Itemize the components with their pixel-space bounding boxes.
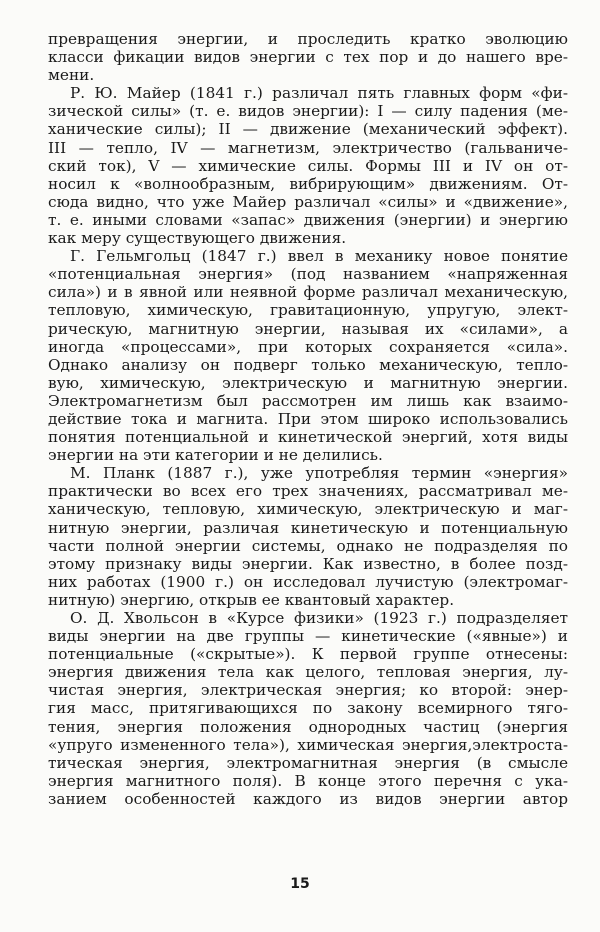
text-line: гия масс, притягивающихся по закону всемирного тяго- xyxy=(48,699,568,718)
text-line: зической силы» (т. е. видов энергии): I — силу падения (ме- xyxy=(48,102,568,121)
text-line: Однако анализу он подверг только механическую, тепло- xyxy=(48,355,568,374)
text-line: III — тепло, IV — магнетизм, электричество (гальваниче- xyxy=(48,138,568,157)
text-line: нитную) энергию, открыв ее квантовый характер. xyxy=(48,590,455,609)
text-line: Электромагнетизм был рассмотрен им лишь как взаимо- xyxy=(48,391,568,410)
text-line: энергия движения тела как целого, тепловая энергия, лу- xyxy=(48,663,568,682)
text-line: энергия магнитного поля). В конце этого перечня с ука- xyxy=(48,771,568,790)
text-line: тения, энергия положения однородных частиц (энергия xyxy=(48,717,568,736)
text-line: действие тока и магнита. При этом широко использовались xyxy=(48,409,568,428)
text-line: носил к «волнообразным, вибрирующим» движениям. От- xyxy=(48,174,568,193)
text-line: Г. Гельмгольц (1847 г.) ввел в механику новое понятие xyxy=(70,247,568,266)
text-line: ханические силы); II — движение (механический эффект). xyxy=(48,120,568,139)
text-line: нитную энергии, различая кинетическую и потенциальную xyxy=(48,518,568,537)
text-line: рическую, магнитную энергии, называя их «силами», а xyxy=(48,319,568,338)
text-line: энергии на эти категории и не делились. xyxy=(48,446,383,465)
text-line: М. Планк (1887 г.), уже употребляя термин «энергия» xyxy=(70,464,568,483)
text-line: «потенциальная энергия» (под названием «напряженная xyxy=(48,265,568,284)
text-line: части полной энергии системы, однако не подразделяя по xyxy=(48,536,568,555)
text-line: ханическую, тепловую, химическую, электрическую и маг- xyxy=(48,500,568,519)
page-number: 15 xyxy=(290,876,310,892)
text-line: иногда «процессами», при которых сохраняется «сила». xyxy=(48,337,568,356)
text-line: них работах (1900 г.) он исследовал лучистую (электромаг- xyxy=(48,572,568,591)
text-line: этому признаку виды энергии. Как известно, в более позд- xyxy=(48,554,568,573)
text-line: превращения энергии, и проследить кратко эволюцию xyxy=(48,30,568,48)
text-line: О. Д. Хвольсон в «Курсе физики» (1923 г.) подразделяет xyxy=(70,609,568,627)
text-line: виды энергии на две группы — кинетические («явные») и xyxy=(48,627,568,646)
text-line: понятия потенциальной и кинетической энергий, хотя виды xyxy=(48,428,568,447)
text-line: класси фикации видов энергии с тех пор и до нашего вре- xyxy=(48,48,568,67)
text-line: чистая энергия, электрическая энергия; ко второй: энер- xyxy=(48,681,568,700)
body-text xyxy=(48,30,568,808)
text-line: сила») и в явной или неявной форме различал механическую, xyxy=(48,283,568,302)
text-line: Р. Ю. Майер (1841 г.) различал пять главных форм «фи- xyxy=(70,84,568,103)
text-line: как меру существующего движения. xyxy=(48,229,347,248)
text-line: «упруго измененного тела»), химическая энергия,электроста- xyxy=(48,735,568,754)
text-line: практически во всех его трех значениях, рассматривал ме- xyxy=(48,482,568,501)
text-line: потенциальные («скрытые»). К первой группе отнесены: xyxy=(48,645,568,664)
text-line: сюда видно, что уже Майер различал «силы» и «движение», xyxy=(48,192,568,211)
text-line: т. е. иными словами «запас» движения (энергии) и энергию xyxy=(48,210,568,229)
text-line: мени. xyxy=(48,66,95,85)
text-line: ский ток), V — химические силы. Формы III и IV он от- xyxy=(48,156,568,175)
text-line: занием особенностей каждого из видов энергии автор xyxy=(48,789,568,808)
text-line: тическая энергия, электромагнитная энергия (в смысле xyxy=(48,753,568,772)
text-line: вую, химическую, электрическую и магнитную энергии. xyxy=(48,373,568,392)
text-line: тепловую, химическую, гравитационную, упругую, элект- xyxy=(48,301,568,320)
